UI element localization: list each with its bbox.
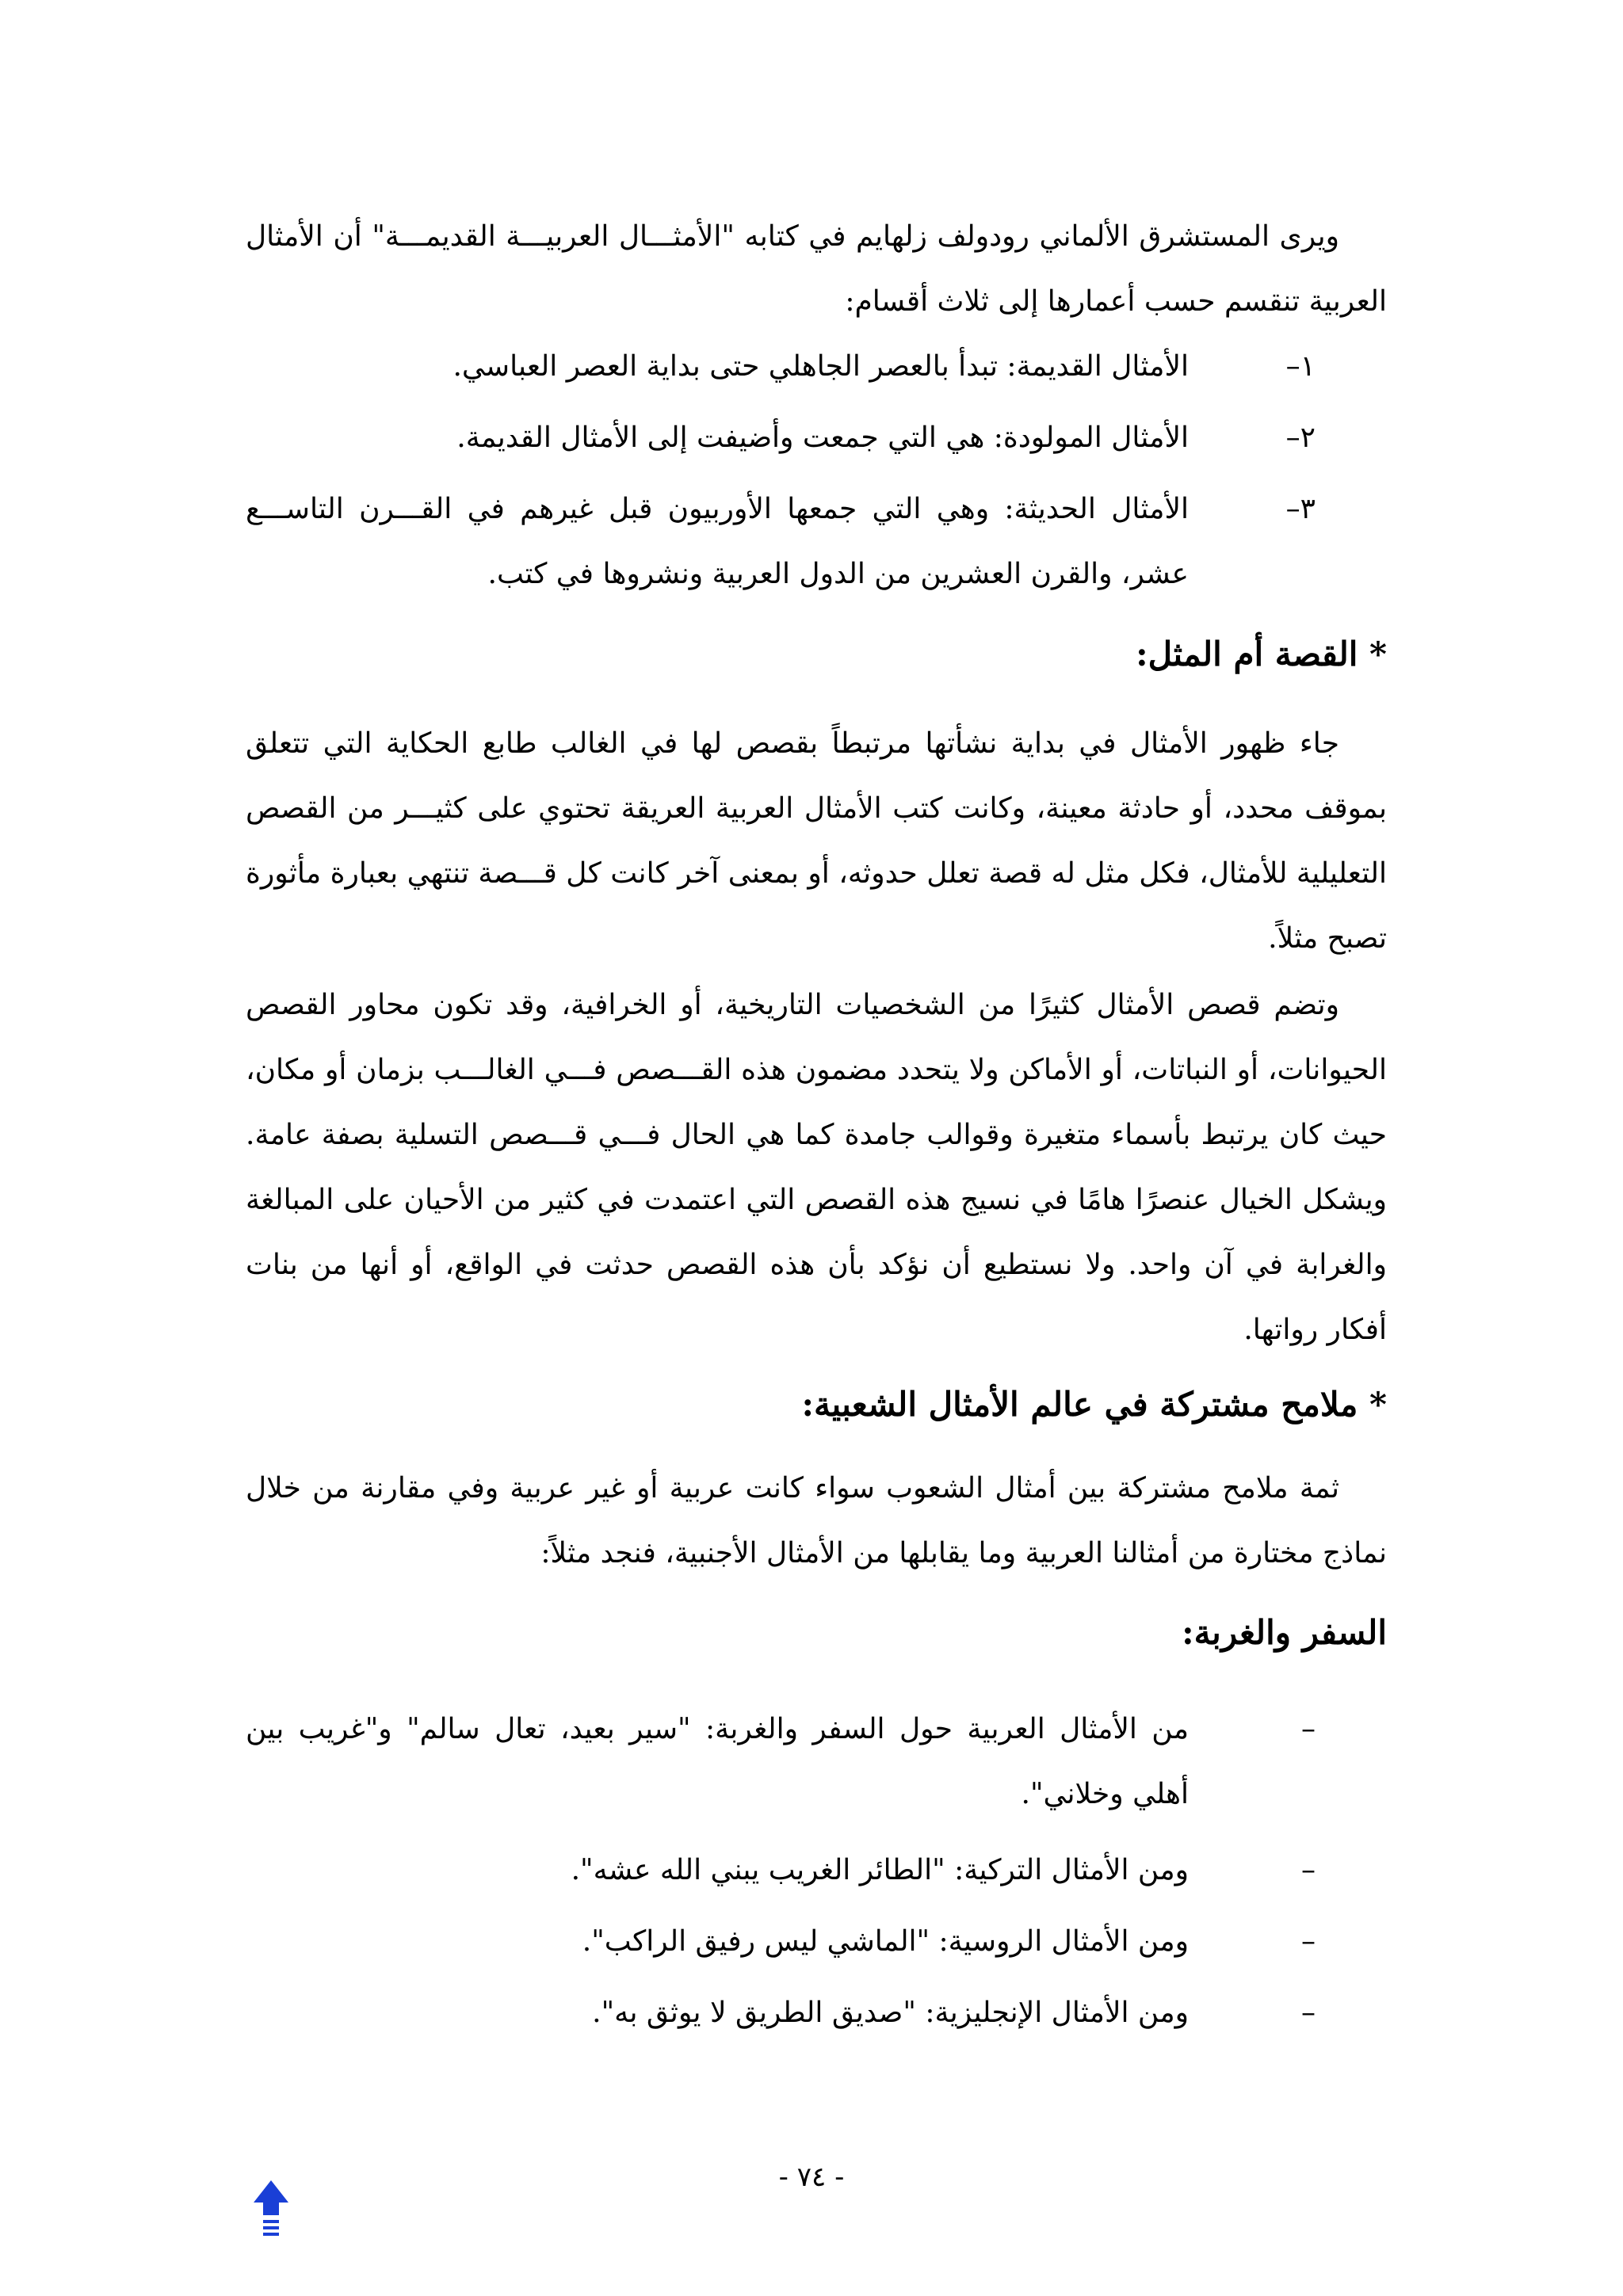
- section-heading-travel: السفر والغربة:: [1182, 1613, 1387, 1652]
- list-marker: –: [1301, 1713, 1316, 1745]
- page-number: - ٧٤ -: [778, 2161, 845, 2193]
- age-list-item-3: [246, 477, 1387, 607]
- list-marker: ١–: [1285, 350, 1316, 383]
- list-marker: –: [1301, 1997, 1316, 2029]
- travel-list-item-1: [246, 1697, 1387, 1827]
- up-arrow-icon[interactable]: [252, 2179, 290, 2242]
- section-heading-common: * ملامح مشتركة في عالم الأمثال الشعبية:: [801, 1385, 1387, 1424]
- list-marker: –: [1301, 1925, 1316, 1958]
- list-item-text: ومن الأمثال الإنجليزية: "صديق الطريق لا يوثق به".: [592, 1997, 1189, 2029]
- list-item-text: الأمثال الحديثة: وهي التي جمعها الأوربيون قبل غيرهم في القـــرن التاســـع عشر، والقرن العشرين من الدول العربية ونشروها في كتب.: [246, 493, 1189, 590]
- intro-paragraph: ويرى المستشرق الألماني رودولف زلهايم في كتابه "الأمثـــال العربيـــة القديمـــة" أن الأمثال العربية تنقسم حسب أعمارها إلى ثلاث أقسام:: [246, 220, 1387, 318]
- age-list-item-2: [246, 406, 1387, 471]
- list-marker: –: [1301, 1854, 1316, 1886]
- story-paragraph-1: جاء ظهور الأمثال في بداية نشأتها مرتبطاً بقصص لها في الغالب طابع الحكاية التي تتعلق بموقف محدد، أو حادثة معينة، وكانت كتب الأمثال العربية العريقة تحتوي على كثيـــر من القصص التعليلية للأمثال، فكل مثل له قصة تعلل حدوثه، أو بمعنى آخر كانت كل قـــصة تنتهي بعبارة مأثورة تصبح مثلاً.: [246, 727, 1387, 955]
- age-list-item-1: [246, 334, 1387, 399]
- list-item-text: الأمثال القديمة: تبدأ بالعصر الجاهلي حتى بداية العصر العباسي.: [453, 350, 1189, 383]
- list-item-text: الأمثال المولودة: هي التي جمعت وأضيفت إلى الأمثال القديمة.: [456, 421, 1189, 454]
- list-item-text: ومن الأمثال التركية: "الطائر الغريب يبني الله عشه".: [571, 1854, 1189, 1886]
- list-marker: ٣–: [1285, 493, 1316, 525]
- section-heading-story: * القصة أم المثل:: [1136, 635, 1387, 673]
- story-paragraph-2: وتضم قصص الأمثال كثيرًا من الشخصيات التاريخية، أو الخرافية، وقد تكون محاور القصص الحيوانات، أو النباتات، أو الأماكن ولا يتحدد مضمون هذه القـــصص فـــي الغالـــب بزمان أو مكان، حيث كان يرتبط بأسماء متغيرة وقوالب جامدة كما هي الحال فـــي قـــصص التسلية بصفة عامة. ويشكل الخيال عنصرًا هامًا في نسيج هذه القصص التي اعتمدت في كثير من الأحيان على المبالغة والغرابة في آن واحد. ولا نستطيع أن نؤكد بأن هذه القصص حدثت في الواقع، أو أنها من بنات أفكار رواتها.: [246, 989, 1387, 1346]
- list-marker: ٢–: [1285, 421, 1316, 454]
- travel-list-item-4: [246, 1981, 1387, 2046]
- travel-list-item-2: [246, 1838, 1387, 1903]
- list-item-text: ومن الأمثال الروسية: "الماشي ليس رفيق الراكب".: [582, 1925, 1189, 1958]
- list-item-text: من الأمثال العربية حول السفر والغربة: "سير بعيد، تعال سالم" و"غريب بين أهلي وخلاني".: [246, 1713, 1189, 1810]
- common-paragraph: ثمة ملامح مشتركة بين أمثال الشعوب سواء كانت عربية أو غير عربية وفي مقارنة من خلال نماذج مختارة من أمثالنا العربية وما يقابلها من الأمثال الأجنبية، فنجد مثلاً:: [246, 1472, 1387, 1569]
- travel-list-item-3: [246, 1909, 1387, 1974]
